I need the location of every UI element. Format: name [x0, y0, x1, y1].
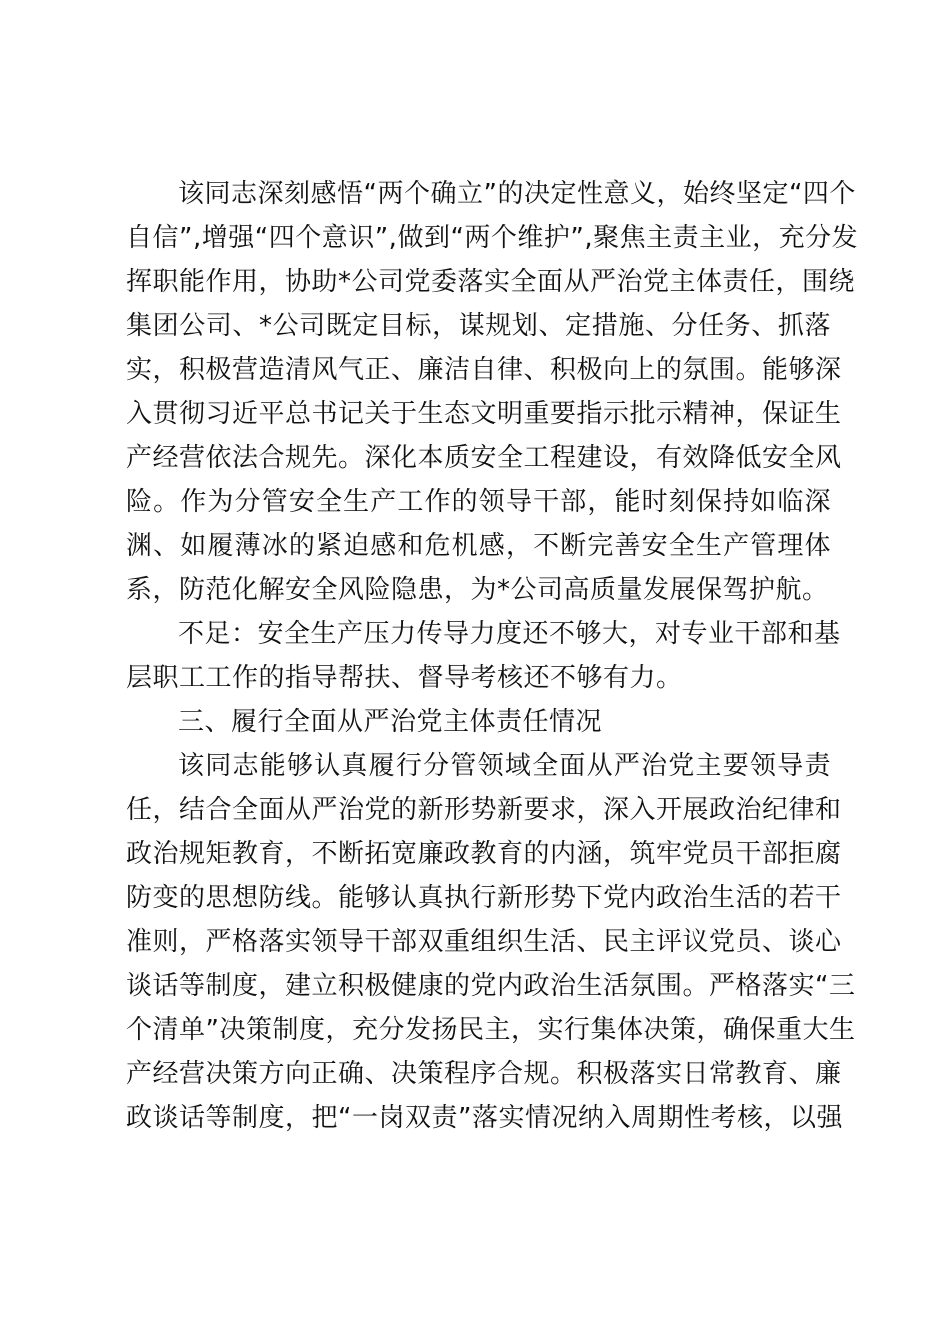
paragraph-4-line-2: 任，结合全面从严治党的新形势新要求，深入开展政治纪律和 — [126, 795, 842, 825]
paragraph-1-line-6: 入贯彻习近平总书记关于生态文明重要指示批示精神，保证生 — [126, 399, 842, 429]
paragraph-1-line-8: 险。作为分管安全生产工作的领导干部，能时刻保持如临深 — [126, 487, 831, 517]
paragraph-1-line-10: 系，防范化解安全风险隐患，为*公司高质量发展保驾护航。 — [126, 575, 829, 605]
paragraph-4-line-8: 产经营决策方向正确、决策程序合规。积极落实日常教育、廉 — [126, 1059, 842, 1089]
paragraph-1-line-1: 该同志深刻感悟“两个确立”的决定性意义，始终坚定“四个 — [178, 179, 856, 209]
paragraph-1-line-5: 实，积极营造清风气正、廉洁自律、积极向上的氛围。能够深 — [126, 355, 842, 385]
paragraph-1-line-3: 挥职能作用，协助*公司党委落实全面从严治党主体责任，围绕 — [126, 267, 856, 297]
paragraph-1-line-2: 自信”,增强“四个意识”,做到“两个维护”,聚焦主责主业，充分发 — [126, 223, 859, 253]
paragraph-1-line-9: 渊、如履薄冰的紧迫感和危机感，不断完善安全生产管理体 — [126, 531, 831, 561]
paragraph-4-line-7: 个清单”决策制度，充分发扬民主，实行集体决策，确保重大生 — [126, 1015, 856, 1045]
section-heading: 三、履行全面从严治党主体责任情况 — [178, 707, 603, 737]
paragraph-4-line-6: 谈话等制度，建立积极健康的党内政治生活氛围。严格落实“三 — [126, 971, 856, 1001]
paragraph-2-line-2: 层职工工作的指导帮扶、督导考核还不够有力。 — [126, 663, 683, 693]
paragraph-1-line-7: 产经营依法合规先。深化本质安全工程建设，有效降低安全风 — [126, 443, 842, 473]
document-body — [126, 172, 859, 1140]
paragraph-4-line-5: 准则，严格落实领导干部双重组织生活、民主评议党员、谈心 — [126, 927, 842, 957]
paragraph-4-line-1: 该同志能够认真履行分管领域全面从严治党主要领导责 — [178, 751, 831, 781]
paragraph-2-line-1: 不足：安全生产压力传导力度还不够大，对专业干部和基 — [178, 619, 841, 649]
paragraph-1-line-4: 集团公司、*公司既定目标，谋规划、定措施、分任务、抓落 — [126, 311, 831, 341]
paragraph-4-line-4: 防变的思想防线。能够认真执行新形势下党内政治生活的若干 — [126, 883, 842, 913]
paragraph-4-line-9: 政谈话等制度，把“一岗双责”落实情况纳入周期性考核，以强 — [126, 1103, 843, 1133]
paragraph-4-line-3: 政治规矩教育，不断拓宽廉政教育的内涵，筑牢党员干部拒腐 — [126, 839, 842, 869]
